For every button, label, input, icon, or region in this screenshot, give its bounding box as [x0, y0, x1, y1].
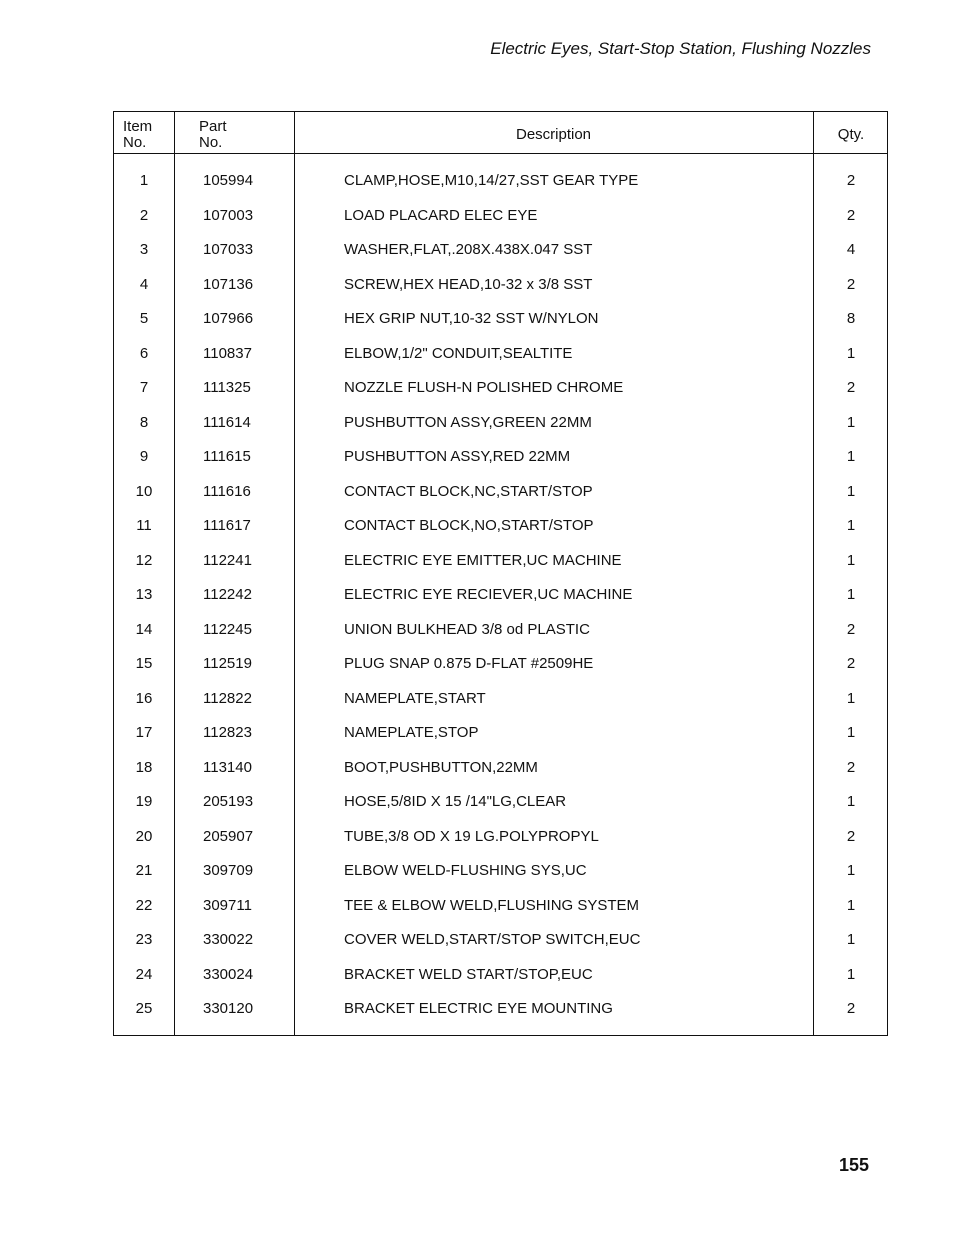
item-no-cell: 25 — [135, 1000, 153, 1017]
item-no-cell: 24 — [135, 965, 153, 983]
column-header-item-line2: No. — [123, 134, 147, 151]
qty-cell: 1 — [846, 344, 856, 362]
item-no-cell: 20 — [135, 827, 153, 845]
part-no-cell: 112822 — [203, 689, 252, 707]
qty-cell: 1 — [846, 517, 856, 534]
description-cell: HOSE,5/8ID X 15 /14"LG,CLEAR — [344, 793, 567, 810]
item-no-cell: 18 — [135, 758, 153, 776]
parts-table — [113, 111, 888, 1036]
item-no-cell: 14 — [135, 620, 153, 638]
header-divider — [114, 153, 887, 154]
description-cell: ELECTRIC EYE RECIEVER,UC MACHINE — [344, 586, 633, 603]
table-row — [114, 854, 887, 889]
qty-cell: 2 — [846, 655, 856, 672]
description-cell: TEE & ELBOW WELD,FLUSHING SYSTEM — [344, 896, 640, 914]
part-no-cell: 111617 — [203, 517, 251, 534]
description-cell: COVER WELD,START/STOP SWITCH,EUC — [344, 931, 641, 948]
qty-cell: 2 — [846, 1000, 856, 1017]
part-no-cell: 107003 — [203, 206, 254, 224]
table-row — [114, 958, 887, 993]
item-no-cell: 13 — [135, 586, 153, 603]
part-no-cell: 112242 — [203, 586, 252, 603]
description-cell: UNION BULKHEAD 3/8 od PLASTIC — [344, 620, 590, 638]
column-header-part-line2: No. — [199, 134, 223, 151]
description-cell: CONTACT BLOCK,NO,START/STOP — [344, 517, 594, 534]
item-no-cell: 17 — [135, 724, 153, 741]
qty-cell: 2 — [846, 172, 856, 189]
description-cell: PUSHBUTTON ASSY,RED 22MM — [344, 448, 571, 465]
qty-cell: 1 — [846, 482, 856, 500]
item-no-cell: 10 — [135, 482, 153, 500]
table-row — [114, 440, 887, 475]
table-row — [114, 716, 887, 751]
column-header-description: Description — [515, 126, 592, 143]
description-cell: PLUG SNAP 0.875 D-FLAT #2509HE — [344, 655, 594, 672]
description-cell: PUSHBUTTON ASSY,GREEN 22MM — [344, 413, 592, 431]
table-row — [114, 751, 887, 786]
page-number: 155 — [838, 1155, 869, 1175]
part-no-cell: 330024 — [203, 965, 254, 983]
table-row — [114, 992, 887, 1027]
item-no-cell: 16 — [135, 689, 153, 707]
qty-cell: 8 — [846, 310, 856, 327]
item-no-cell: 2 — [139, 206, 149, 224]
part-no-cell: 205907 — [203, 827, 254, 845]
column-header-part-no — [199, 119, 227, 151]
part-no-cell: 205193 — [203, 793, 254, 810]
description-cell: NAMEPLATE,START — [344, 689, 486, 707]
table-row — [114, 544, 887, 579]
column-header-item-line1: Item — [123, 118, 153, 135]
part-no-cell: 112519 — [203, 655, 252, 672]
part-no-cell: 111325 — [203, 379, 251, 396]
qty-cell: 1 — [846, 551, 856, 569]
part-no-cell: 112241 — [203, 551, 252, 569]
item-no-cell: 23 — [135, 931, 153, 948]
description-cell: ELECTRIC EYE EMITTER,UC MACHINE — [344, 551, 622, 569]
part-no-cell: 107136 — [203, 275, 254, 293]
item-no-cell: 8 — [139, 413, 149, 431]
table-body — [114, 164, 887, 1027]
item-no-cell: 11 — [136, 517, 152, 534]
qty-cell: 1 — [846, 413, 856, 431]
table-row — [114, 371, 887, 406]
part-no-cell: 309709 — [203, 862, 254, 879]
description-cell: WASHER,FLAT,.208X.438X.047 SST — [344, 241, 593, 258]
column-header-part-line1: Part — [199, 118, 227, 135]
description-cell: SCREW,HEX HEAD,10-32 x 3/8 SST — [344, 275, 593, 293]
table-row — [114, 785, 887, 820]
qty-cell: 1 — [846, 689, 856, 707]
item-no-cell: 9 — [139, 448, 149, 465]
column-header-qty: Qty. — [837, 126, 865, 143]
table-row — [114, 889, 887, 924]
table-row — [114, 820, 887, 855]
description-cell: BRACKET ELECTRIC EYE MOUNTING — [344, 1000, 613, 1017]
part-no-cell: 330120 — [203, 1000, 254, 1017]
item-no-cell: 5 — [139, 310, 149, 327]
part-no-cell: 112245 — [203, 620, 252, 638]
description-cell: CONTACT BLOCK,NC,START/STOP — [344, 482, 593, 500]
table-row — [114, 682, 887, 717]
table-row — [114, 647, 887, 682]
qty-cell: 1 — [846, 931, 856, 948]
table-row — [114, 613, 887, 648]
description-cell: ELBOW WELD-FLUSHING SYS,UC — [344, 862, 587, 879]
part-no-cell: 107033 — [203, 241, 254, 258]
part-no-cell: 111616 — [203, 482, 251, 500]
table-row — [114, 923, 887, 958]
item-no-cell: 3 — [139, 241, 149, 258]
part-no-cell: 110837 — [203, 344, 252, 362]
column-header-item-no — [123, 119, 152, 151]
description-cell: NOZZLE FLUSH-N POLISHED CHROME — [344, 379, 624, 396]
description-cell: LOAD PLACARD ELEC EYE — [344, 206, 538, 224]
qty-cell: 1 — [846, 448, 856, 465]
item-no-cell: 21 — [135, 862, 153, 879]
qty-cell: 1 — [846, 965, 856, 983]
item-no-cell: 19 — [135, 793, 153, 810]
qty-cell: 2 — [846, 275, 856, 293]
qty-cell: 2 — [846, 827, 856, 845]
item-no-cell: 12 — [135, 551, 153, 569]
table-row — [114, 233, 887, 268]
part-no-cell: 111614 — [203, 413, 251, 431]
qty-cell: 2 — [846, 206, 856, 224]
page-header-title: Electric Eyes, Start-Stop Station, Flushing Nozzles — [490, 39, 871, 58]
description-cell: CLAMP,HOSE,M10,14/27,SST GEAR TYPE — [344, 172, 639, 189]
item-no-cell: 1 — [139, 172, 149, 189]
table-row — [114, 509, 887, 544]
table-row — [114, 406, 887, 441]
qty-cell: 2 — [846, 758, 856, 776]
table-row — [114, 578, 887, 613]
qty-cell: 4 — [846, 241, 856, 258]
table-row — [114, 268, 887, 303]
description-cell: TUBE,3/8 OD X 19 LG.POLYPROPYL — [344, 827, 599, 845]
item-no-cell: 15 — [135, 655, 153, 672]
qty-cell: 1 — [846, 586, 856, 603]
qty-cell: 1 — [846, 896, 856, 914]
item-no-cell: 7 — [139, 379, 149, 396]
table-row — [114, 302, 887, 337]
item-no-cell: 4 — [139, 275, 149, 293]
table-row — [114, 199, 887, 234]
table-row — [114, 475, 887, 510]
description-cell: BRACKET WELD START/STOP,EUC — [344, 965, 593, 983]
qty-cell: 2 — [846, 379, 856, 396]
part-no-cell: 105994 — [203, 172, 254, 189]
qty-cell: 1 — [846, 793, 856, 810]
qty-cell: 2 — [846, 620, 856, 638]
part-no-cell: 113140 — [203, 758, 252, 776]
item-no-cell: 6 — [139, 344, 149, 362]
part-no-cell: 309711 — [203, 896, 252, 914]
qty-cell: 1 — [846, 724, 856, 741]
description-cell: HEX GRIP NUT,10-32 SST W/NYLON — [344, 310, 599, 327]
description-cell: NAMEPLATE,STOP — [344, 724, 479, 741]
qty-cell: 1 — [846, 862, 856, 879]
part-no-cell: 111615 — [203, 448, 251, 465]
part-no-cell: 330022 — [203, 931, 254, 948]
part-no-cell: 107966 — [203, 310, 254, 327]
description-cell: ELBOW,1/2" CONDUIT,SEALTITE — [344, 344, 573, 362]
part-no-cell: 112823 — [203, 724, 252, 741]
table-row — [114, 337, 887, 372]
description-cell: BOOT,PUSHBUTTON,22MM — [344, 758, 538, 776]
item-no-cell: 22 — [135, 896, 153, 914]
table-row — [114, 164, 887, 199]
